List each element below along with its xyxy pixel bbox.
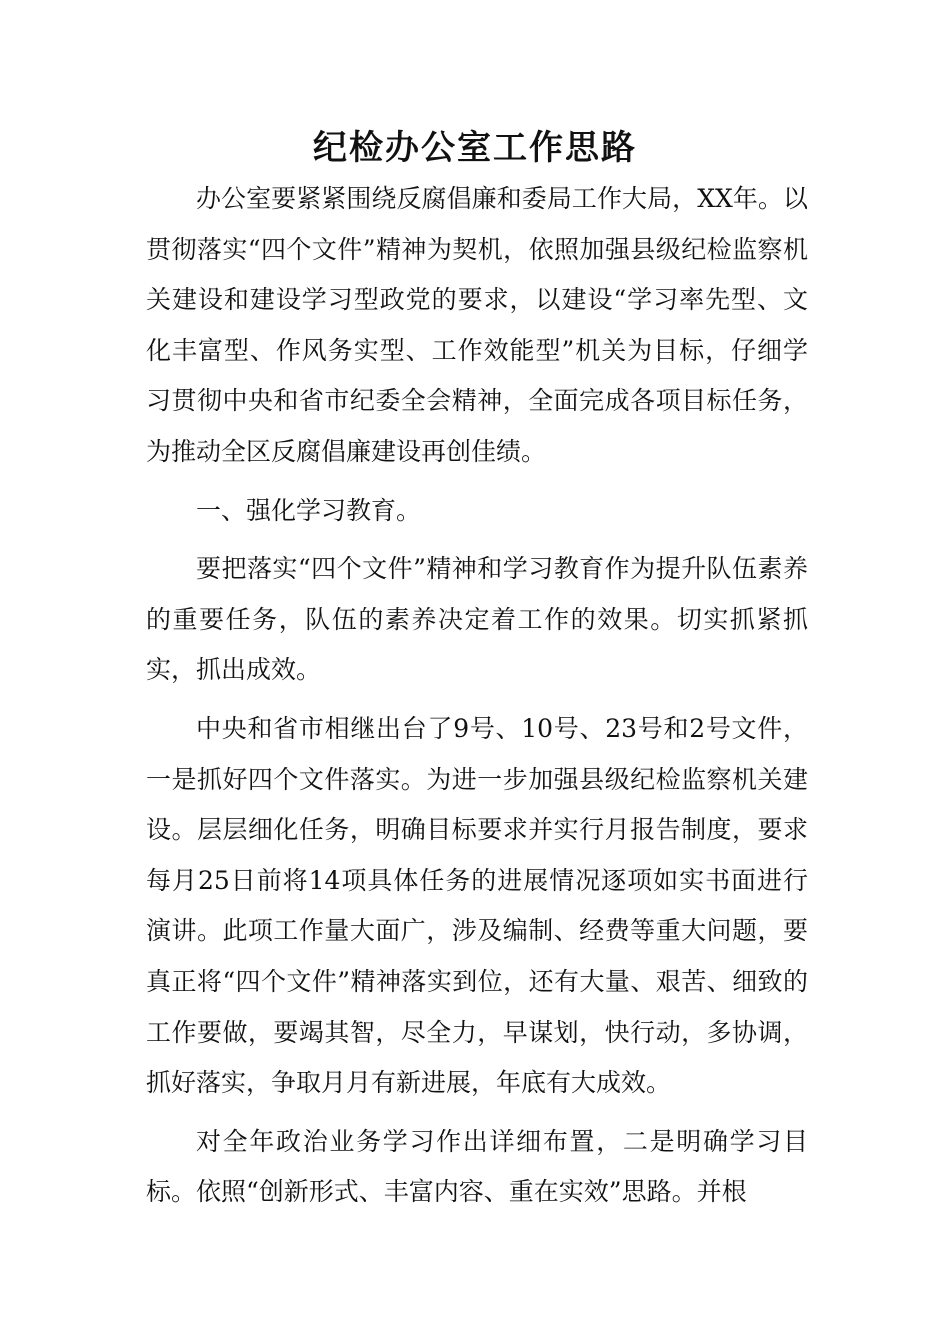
paragraph-four-documents: 中央和省市相继出台了9号、10号、23号和2号文件，一是抓好四个文件落实。为进一步加强县级纪检监察机关建设。层层细化任务，明确目标要求并实行月报告制度，要求每月25日前将14项具体任务的进展情况逐项如实书面进行演讲。此项工作量大面广，涉及编制、经费等重大问题，要真正将“四个文件”精神落实到位，还有大量、艰苦、细致的工作要做，要竭其智，尽全力，早谋划，快行动，多协调，抓好落实，争取月月有新进展，年底有大成效。 — [146, 713, 808, 1098]
paragraph-study-goal: 对全年政治业务学习作出详细布置，二是明确学习目标。依照“创新形式、丰富内容、重在实效”思路。并根 — [146, 1126, 808, 1207]
document-title: 纪检办公室工作思路 — [313, 128, 637, 168]
paragraph-study-task: 要把落实“四个文件”精神和学习教育作为提升队伍素养的重要任务，队伍的素养决定着工作的效果。切实抓紧抓实，抓出成效。 — [146, 554, 808, 685]
section-heading-1: 一、强化学习教育。 — [196, 495, 422, 525]
paragraph-intro: 办公室要紧紧围绕反腐倡廉和委局工作大局，XX年。以贯彻落实“四个文件”精神为契机，依照加强县级纪检监察机关建设和建设学习型政党的要求，以建设“学习率先型、文化丰富型、作风务实型、工作效能型”机关为目标，仔细学习贯彻中央和省市纪委全会精神，全面完成各项目标任务，为推动全区反腐倡廉建设再创佳绩。 — [146, 184, 808, 466]
document-body — [146, 174, 808, 1226]
